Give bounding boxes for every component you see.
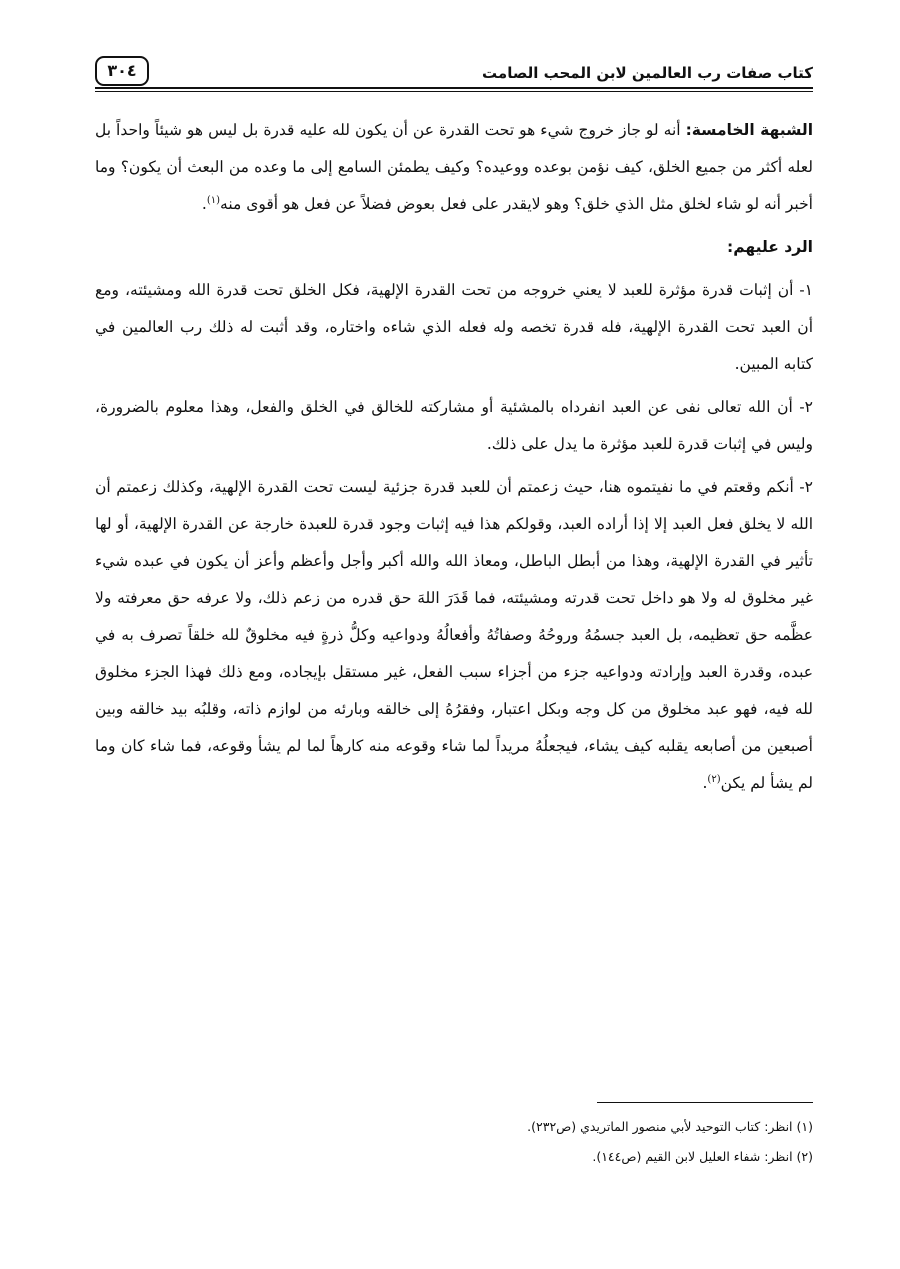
- footnotes: [95, 1112, 813, 1172]
- book-title: كتاب صفات رب العالمين لابن المحب الصامت: [482, 64, 813, 82]
- reply-point-1: ١- أن إثبات قدرة مؤثرة للعبد لا يعني خروجه من تحت القدرة الإلهية، فكل الخلق تحت قدرة الله ومشيئته، ومع أن العبد تحت القدرة الإلهية، فله قدرة تخصه وله فعله الذي شاءه واختاره، وقد أثبت له ذلك رب العالمين في كتابه المبين.: [95, 281, 813, 373]
- footnote-ref-1: (١): [206, 194, 221, 206]
- page-header: [95, 50, 813, 92]
- reply-heading: [95, 229, 813, 266]
- reply-point-3: [95, 469, 813, 802]
- footnote-1: (١) انظر: كتاب التوحيد لأبي منصور الماتريدي (ص٢٣٢).: [527, 1119, 813, 1134]
- page-number: ٣٠٤: [95, 56, 149, 86]
- footnote-rule: [597, 1102, 813, 1103]
- fifth-objection-paragraph: [95, 112, 813, 223]
- objection-end: .: [201, 195, 207, 213]
- reply-point-3-text: ٢- أنكم وقعتم في ما نفيتموه هنا، حيث زعمتم أن للعبد قدرة جزئية ليست تحت القدرة الإلهية، وكذلك زعمتم أن الله لا يخلق فعل العبد إلا إذا أراده العبد، وقولكم هذا فيه إثبات وجود قدرة للعبدة خارجة عن القدرة الإلهية، أو لها تأثير في القدرة الإلهية، وهذا من أبطل الباطل، ومعاذ الله والله أكبر وأجل وأعظم وأعز أن يكون في عبده شيء غير مخلوق له ولا هو داخل تحت قدرته ومشيئته، فما قَدَرَ اللهَ حق قدره من زعم ذلك، ولا عرفه حق معرفته ولا عظَّمه حق تعظيمه، بل العبد جسمُهُ وروحُهُ وصفاتُهُ وأفعالُهُ ودواعيه وكلُّ ذرةٍ فيه مخلوقٌ لله خلقاً تصرف به في عبده، وقدرة العبد وإرادته ودواعيه جزء من أجزاء سبب الفعل، غير مستقل بإيجاده، ومع ذلك فهذا الجزء مخلوق لله فيه، فهو عبد مخلوق من كل وجه وبكل اعتبار، وفقرُهُ إلى خالقه وبارئه من لوازم ذاته، وقلبُه بيد خالقه وبين أصبعين من أصابعه يقلبه كيف يشاء، فيجعلُهُ مريداً لما شاء وقوعه منه كارهاً لما لم يشأ وقوعه، فما شاء كان وما لم يشأ لم يكن: [95, 478, 813, 792]
- reply-point-2: ٢- أن الله تعالى نفى عن العبد انفرداه بالمشئية أو مشاركته للخالق في الخلق والفعل، وهذا معلوم بالضرورة، وليس في إثبات قدرة للعبد مؤثرة ما يدل على ذلك.: [95, 398, 813, 453]
- book-page: [95, 50, 813, 1230]
- main-text: [95, 112, 813, 802]
- objection-text: أنه لو جاز خروج شيء هو تحت القدرة عن أن يكون لله عليه قدرة بل ليس هو شيئاً واحداً بل لعله أكثر من جميع الخلق، كيف نؤمن بوعده ووعيده؟ وكيف يطمئن السامع إلى ما وعده من البعث أن يكون؟ وما أخبر أنه لو شاء لخلق مثل الذي خلق؟ وهو لايقدر على فعل بعوض فضلاً عن فعل هو أقوى منه: [95, 121, 813, 213]
- footnote-ref-2: (٢): [707, 773, 721, 785]
- reply-heading-label: الرد عليهم:: [727, 238, 813, 256]
- footnote-2: (٢) انظر: شفاء العليل لابن القيم (ص١٤٤).: [592, 1149, 813, 1164]
- header-rule: [95, 87, 813, 92]
- reply-point-3-end: .: [702, 774, 708, 792]
- objection-label: الشبهة الخامسة:: [685, 121, 814, 139]
